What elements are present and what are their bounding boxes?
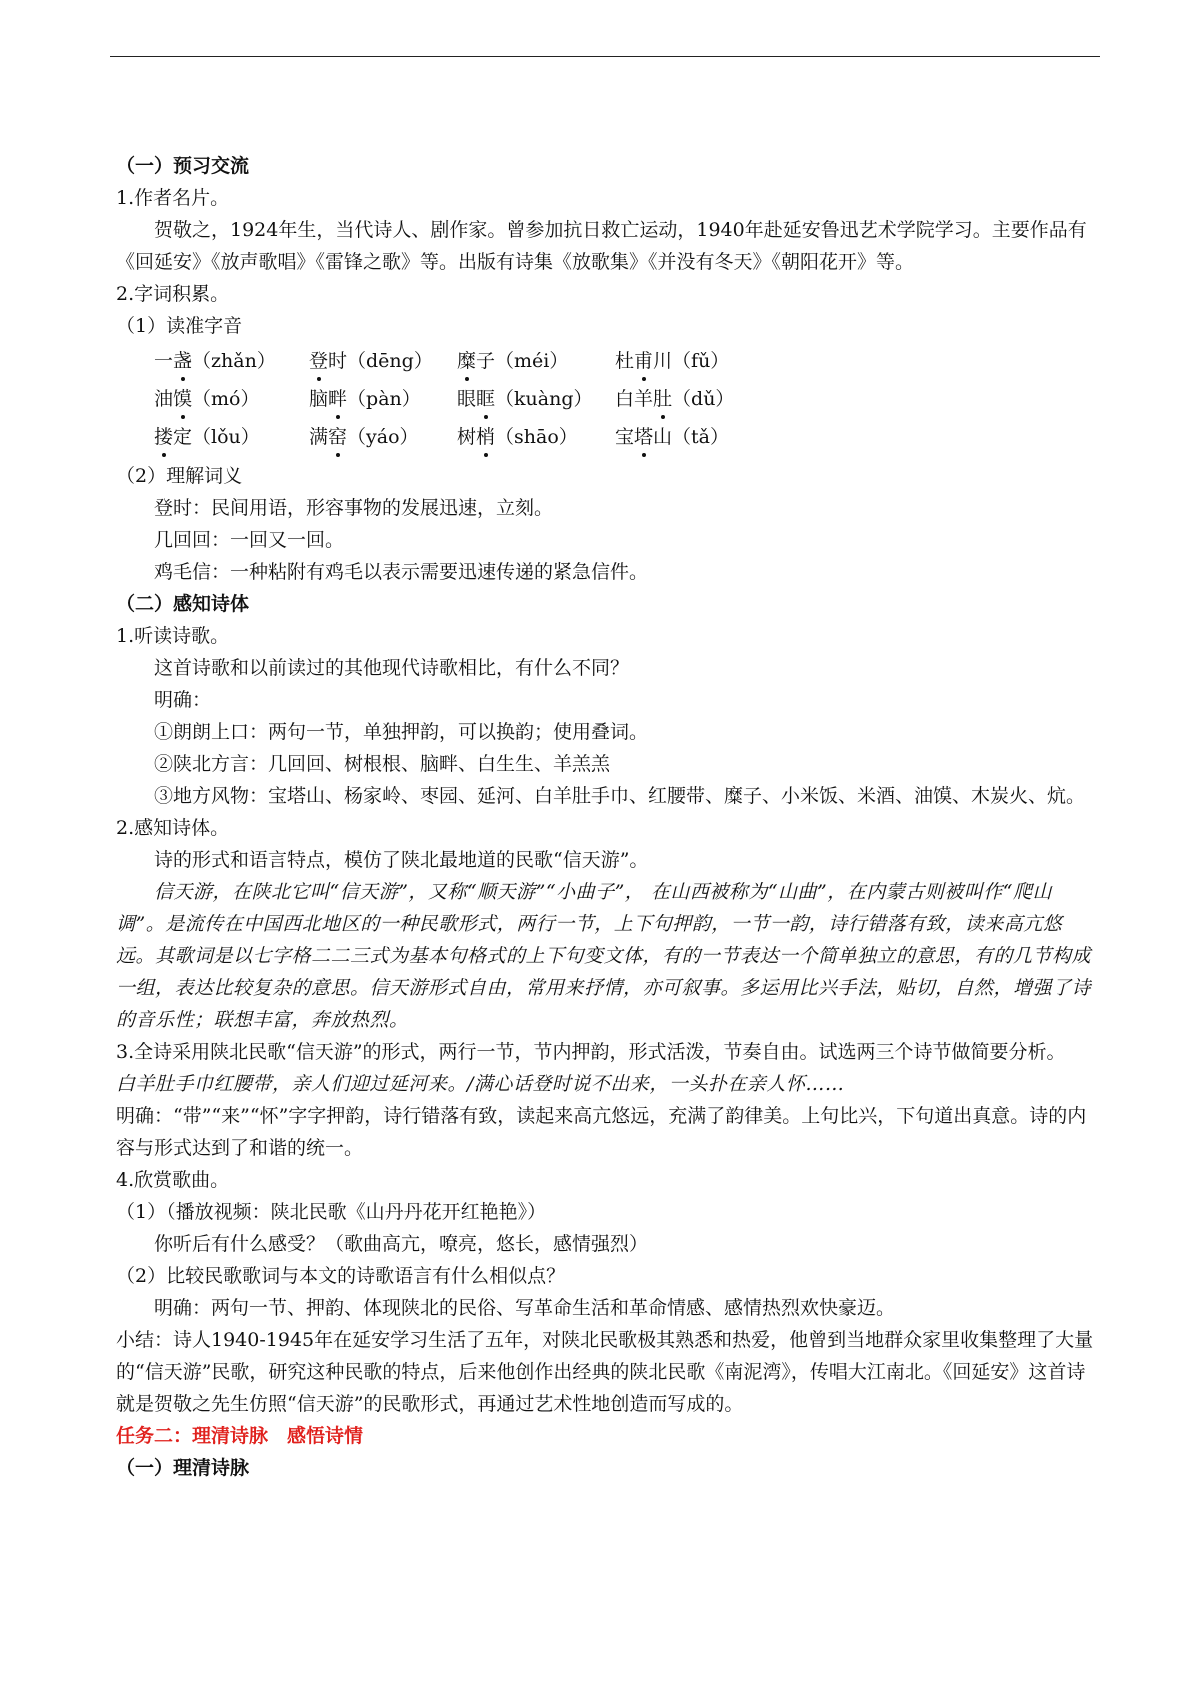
sub-title: （1）（播放视频：陕北民歌《山丹丹花开红艳艳》） bbox=[116, 1201, 547, 1223]
answer: 你听后有什么感受？（歌曲高亢，嘹亮，悠长，感情强烈） bbox=[154, 1233, 649, 1255]
vocab-item: 树梢（shāo） bbox=[457, 422, 615, 452]
vocab-item: 宝塔山（tǎ） bbox=[615, 422, 775, 452]
item-title: 2.字词积累。 bbox=[116, 283, 230, 305]
item-title: 4.欣赏歌曲。 bbox=[116, 1169, 230, 1191]
answer-point: ①朗朗上口：两句一节，单独押韵，可以换韵；使用叠词。 bbox=[154, 721, 649, 743]
xintianyou-paragraph: 信天游，在陕北它叫“信天游”，又称“顺天游”“小曲子”， 在山西被称为“山曲”，在内蒙古则被叫作“爬山调”。是流传在中国西北地区的一种民歌形式，两行一节，上下句押韵，一节一韵，诗行错落有致，读来高亢悠远。其歌词是以七字格二二三式为基本句格式的上下句变文体，有的一节表达一个简单独立的意思，有的几节构成一组，表达比较复杂的意思。信天游形式自由，常用来抒情，亦可叙事。多运用比兴手法，贴切，自然，增强了诗的音乐性；联想丰富，奔放热烈。 bbox=[116, 881, 1092, 1031]
vocab-item: 登时（dēng） bbox=[309, 346, 457, 376]
answer-label: 明确： bbox=[154, 689, 212, 711]
vocab-item: 满窑（yáo） bbox=[309, 422, 457, 452]
vocab-grid bbox=[116, 346, 1096, 452]
author-paragraph: 贺敬之，1924年生，当代诗人、剧作家。曾参加抗日救亡运动，1940年赴延安鲁迅艺术学院学习。主要作品有《回延安》《放声歌唱》《雷锋之歌》等。出版有诗集《放歌集》《并没有冬天》《朝阳花开》等。 bbox=[116, 219, 1087, 273]
vocab-item: 搂定（lǒu） bbox=[154, 422, 309, 452]
section-heading: （二）感知诗体 bbox=[116, 593, 250, 615]
item-title: 1.听读诗歌。 bbox=[116, 625, 230, 647]
word-meaning: 几回回：一回又一回。 bbox=[154, 529, 345, 551]
vocab-item: 白羊肚（dǔ） bbox=[615, 384, 775, 414]
item-title: 2.感知诗体。 bbox=[116, 817, 230, 839]
sub-title: （2）比较民歌歌词与本文的诗歌语言有什么相似点？ bbox=[116, 1265, 566, 1287]
answer-point: ②陕北方言：几回回、树根根、脑畔、白生生、羊羔羔 bbox=[154, 753, 611, 775]
vocab-item: 脑畔（pàn） bbox=[309, 384, 457, 414]
task-heading: 任务二：理清诗脉 感悟诗情 bbox=[116, 1425, 364, 1447]
word-meaning: 鸡毛信：一种粘附有鸡毛以表示需要迅速传递的紧急信件。 bbox=[154, 561, 649, 583]
header-rule bbox=[110, 56, 1100, 57]
section-heading: （一）预习交流 bbox=[116, 155, 250, 177]
vocab-item: 一盏（zhǎn） bbox=[154, 346, 309, 376]
question: 这首诗歌和以前读过的其他现代诗歌相比，有什么不同？ bbox=[154, 657, 630, 679]
word-meaning: 登时：民间用语，形容事物的发展迅速，立刻。 bbox=[154, 497, 554, 519]
vocab-item: 眼眶（kuàng） bbox=[457, 384, 615, 414]
answer-point: ③地方风物：宝塔山、杨家岭、枣园、延河、白羊肚手巾、红腰带、糜子、小米饭、米酒、油馍、木炭火、炕。 bbox=[154, 785, 1086, 807]
sub-title: （1）读准字音 bbox=[116, 315, 243, 337]
vocab-item: 油馍（mó） bbox=[154, 384, 309, 414]
item-text: 3.全诗采用陕北民歌“信天游”的形式，两行一节，节内押韵，形式活泼，节奏自由。试选两三个诗节做简要分析。 bbox=[116, 1041, 1066, 1063]
answer: 明确：“带”“来”“怀”字字押韵，诗行错落有致，读起来高亢悠远，充满了韵律美。上句比兴，下句道出真意。诗的内容与形式达到了和谐的统一。 bbox=[116, 1105, 1087, 1159]
vocab-item: 杜甫川（fǔ） bbox=[615, 346, 775, 376]
content bbox=[116, 150, 1096, 1484]
section-heading: （一）理清诗脉 bbox=[116, 1457, 250, 1479]
paragraph: 诗的形式和语言特点，模仿了陕北最地道的民歌“信天游”。 bbox=[154, 849, 649, 871]
vocab-item: 糜子（méi） bbox=[457, 346, 615, 376]
poem-quote: 白羊肚手巾红腰带，亲人们迎过延河来。/满心话登时说不出来，一头扑在亲人怀…… bbox=[116, 1073, 845, 1095]
answer: 明确：两句一节、押韵、体现陕北的民俗、写革命生活和革命情感、感情热烈欢快豪迈。 bbox=[154, 1297, 896, 1319]
summary: 小结：诗人1940-1945年在延安学习生活了五年，对陕北民歌极其熟悉和热爱，他曾到当地群众家里收集整理了大量的“信天游”民歌，研究这种民歌的特点，后来他创作出经典的陕北民歌《南泥湾》，传唱大江南北。《回延安》这首诗就是贺敬之先生仿照“信天游”的民歌形式，再通过艺术性地创造而写成的。 bbox=[116, 1329, 1094, 1415]
sub-title: （2）理解词义 bbox=[116, 465, 243, 487]
item-title: 1.作者名片。 bbox=[116, 187, 230, 209]
